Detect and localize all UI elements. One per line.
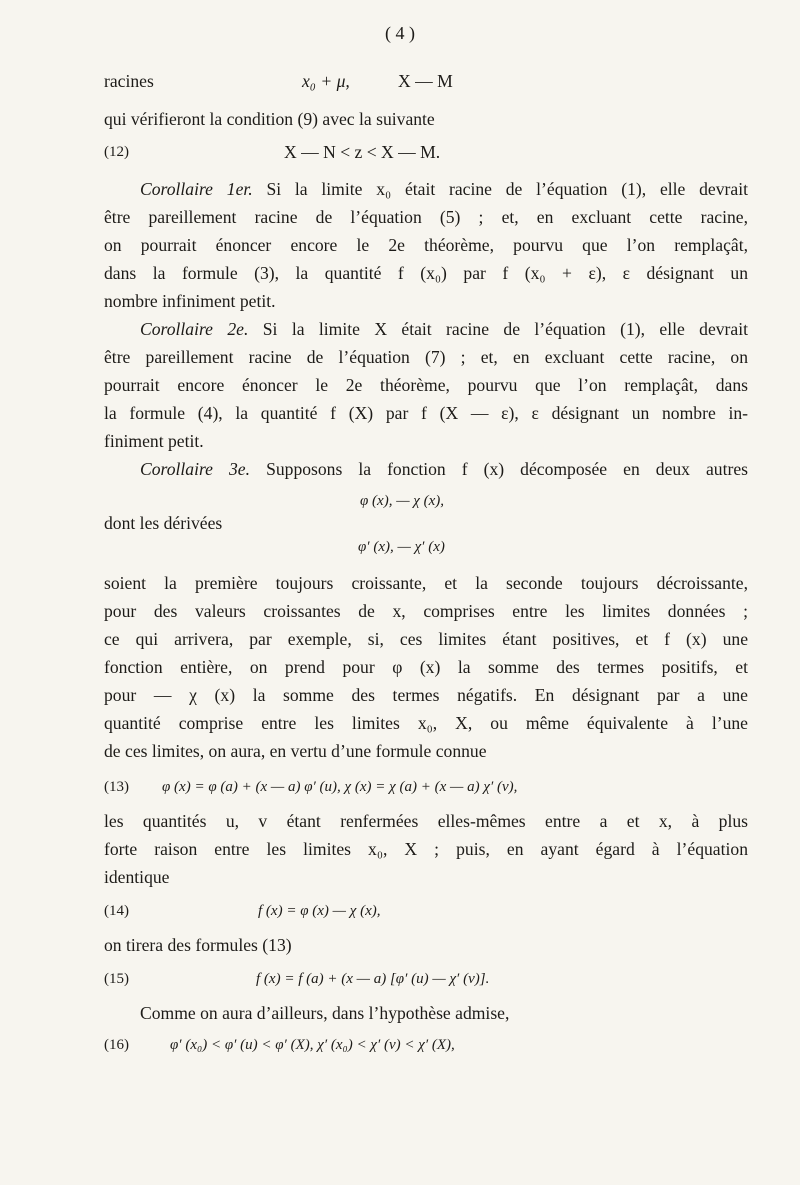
corollaire-2-line-4: la formule (4), la quantité f (X) par f (X — ε), ε désignant un nombre in- <box>104 403 748 423</box>
equation-number: (15) <box>104 971 129 987</box>
corollaire-3-text-q4: on tirera des formules (13) <box>104 935 292 955</box>
corollaire-3-text-q2: forte raison entre les limites x₀, X ; puis, en ayant égard à l’équation <box>104 839 748 859</box>
corollaire-2-line-3: pourrait encore énoncer le 2e théorème, pourvu que l’on remplaçât, dans <box>104 375 748 395</box>
derivative-pair: φ′ (x), — χ′ (x) <box>358 539 445 555</box>
corollaire-3-line-1: Corollaire 3e. Supposons la fonction f (x) décomposée en deux autres <box>140 459 749 479</box>
corollaire-3-text-q5: Comme on aura d’ailleurs, dans l’hypothèse admise, <box>140 1003 510 1023</box>
corollaire-1-title: Corollaire 1er. <box>140 179 253 199</box>
corollaire-3-title: Corollaire 3e. <box>140 459 251 479</box>
corollaire-1-line-2: être pareillement racine de l’équation (5) ; et, en excluant cette racine, <box>104 207 748 227</box>
derivees-label: dont les dérivées <box>104 513 223 533</box>
corollaire-2-title: Corollaire 2e. <box>140 319 249 339</box>
equation-number: (16) <box>104 1037 129 1053</box>
corollaire-2-line-1: Corollaire 2e. Si la limite X était racine de l’équation (1), elle devrait <box>140 319 749 339</box>
corollaire-1-line-1: Corollaire 1er. Si la limite x₀ était racine de l’équation (1), elle devrait <box>140 179 748 199</box>
corollaire-3-text-q1: les quantités u, v étant renfermées elles-mêmes entre a et x, à plus <box>104 811 748 831</box>
corollaire-3-para-4: fonction entière, on prend pour φ (x) la somme des termes positifs, et <box>104 657 748 677</box>
corollaire-2-line-2: être pareillement racine de l’équation (7) ; et, en excluant cette racine, on <box>104 347 748 367</box>
corollaire-3-para-1: soient la première toujours croissante, et la seconde toujours décroissante, <box>104 573 748 593</box>
racines-value-1: x₀ + μ, <box>302 71 350 91</box>
equation-number: (12) <box>104 144 129 160</box>
racines-label: racines <box>104 71 154 91</box>
corollaire-3-para-7: de ces limites, on aura, en vertu d’une formule connue <box>104 741 487 761</box>
equation-body: f (x) = f (a) + (x — a) [φ′ (u) — χ′ (v)]. <box>256 971 490 987</box>
corollaire-3-para-6: quantité comprise entre les limites x₀, X, ou même équivalente à l’une <box>104 713 748 733</box>
equation-body: f (x) = φ (x) — χ (x), <box>258 903 381 919</box>
corollaire-3-para-5: pour — χ (x) la somme des termes négatifs. En désignant par a une <box>104 685 748 705</box>
racines-value-2: X — M <box>398 71 453 91</box>
intro-text-line: qui vérifieront la condition (9) avec la suivante <box>104 109 435 129</box>
corollaire-1-line-5: nombre infiniment petit. <box>104 291 276 311</box>
corollaire-1-line-4: dans la formule (3), la quantité f (x₀) par f (x₀ + ε), ε désignant un <box>104 263 748 283</box>
equation-number: (14) <box>104 903 129 919</box>
equation-body: φ (x) = φ (a) + (x — a) φ′ (u), χ (x) = χ (a) + (x — a) χ′ (v), <box>162 779 518 795</box>
corollaire-2-line-5: finiment petit. <box>104 431 204 451</box>
function-pair: φ (x), — χ (x), <box>360 493 445 509</box>
page-number: ( 4 ) <box>385 23 415 43</box>
equation-body: X — N < z < X — M. <box>284 142 441 162</box>
corollaire-3-para-3: ce qui arrivera, par exemple, si, ces limites étant positives, et f (x) une <box>104 629 748 649</box>
corollaire-3-para-2: pour des valeurs croissantes de x, comprises entre les limites données ; <box>104 601 748 621</box>
equation-number: (13) <box>104 779 129 795</box>
corollaire-3-text-q3: identique <box>104 867 170 887</box>
corollaire-1-line-3: on pourrait énoncer encore le 2e théorème, pourvu que l’on remplaçât, <box>104 235 748 255</box>
equation-body: φ′ (x₀) < φ′ (u) < φ′ (X), χ′ (x₀) < χ′ (v) < χ′ (X), <box>170 1037 455 1053</box>
